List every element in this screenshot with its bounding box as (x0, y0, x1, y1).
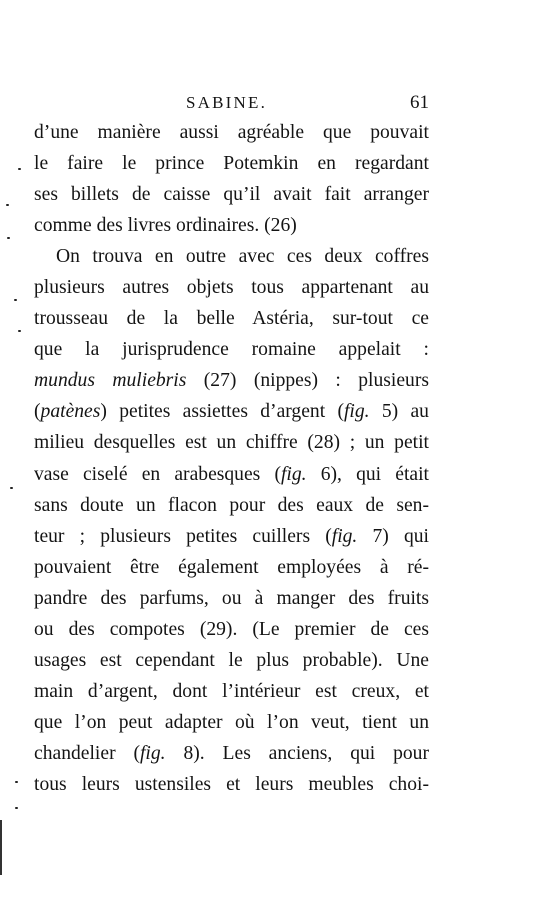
text-line: On trouva en outre avec ces deux coffres (56, 246, 429, 268)
scan-speck (18, 168, 21, 170)
text-line: chandelier (fig. 8). Les anciens, qui pour (34, 742, 430, 764)
scan-speck (7, 237, 10, 239)
running-title: SABINE. (186, 93, 268, 112)
scan-speck (14, 299, 17, 301)
text-line: teur ; plusieurs petites cuillers (fig. 7) qui (34, 525, 429, 547)
text-line: main d’argent, dont l’intérieur est creux, et (34, 680, 429, 702)
text-line: milieu desquelles est un chiffre (28) ; un petit (34, 432, 429, 454)
text-line: trousseau de la belle Astéria, sur-tout ce (34, 308, 429, 330)
scan-speck (10, 487, 13, 489)
text-line: plusieurs autres objets tous appartenant au (34, 277, 429, 299)
text-line: (patènes) petites assiettes d’argent (fig. 5) au (34, 401, 429, 423)
text-line: pouvaient être également employées à ré- (34, 556, 429, 578)
text-line: ou des compotes (29). (Le premier de ces (34, 618, 429, 640)
page-header (34, 93, 429, 117)
text-line: tous leurs ustensiles et leurs meubles choi- (34, 773, 429, 795)
page-number: 61 (410, 92, 429, 113)
body-text (34, 117, 429, 800)
text-line: usages est cependant le plus probable). Une (34, 649, 429, 671)
text-line: vase ciselé en arabesques (fig. 6), qui était (34, 463, 429, 485)
scan-speck (18, 330, 21, 332)
text-line: mundus muliebris (27) (nippes) : plusieurs (34, 370, 430, 392)
text-line: que l’on peut adapter où l’on veut, tient un (34, 711, 429, 733)
text-line: le faire le prince Potemkin en regardant (34, 153, 429, 175)
scan-speck (6, 204, 9, 206)
scan-speck (15, 781, 18, 783)
text-line: que la jurisprudence romaine appelait : (34, 339, 429, 361)
text-line: comme des livres ordinaires. (26) (34, 215, 297, 237)
text-line: pandre des parfums, ou à manger des fruits (34, 587, 429, 609)
text-line: ses billets de caisse qu’il avait fait arranger (34, 184, 429, 206)
text-line: d’une manière aussi agréable que pouvait (34, 122, 429, 143)
scan-speck (15, 807, 18, 809)
text-line: sans doute un flacon pour des eaux de sen- (34, 494, 429, 516)
scan-edge-mark (0, 820, 2, 875)
